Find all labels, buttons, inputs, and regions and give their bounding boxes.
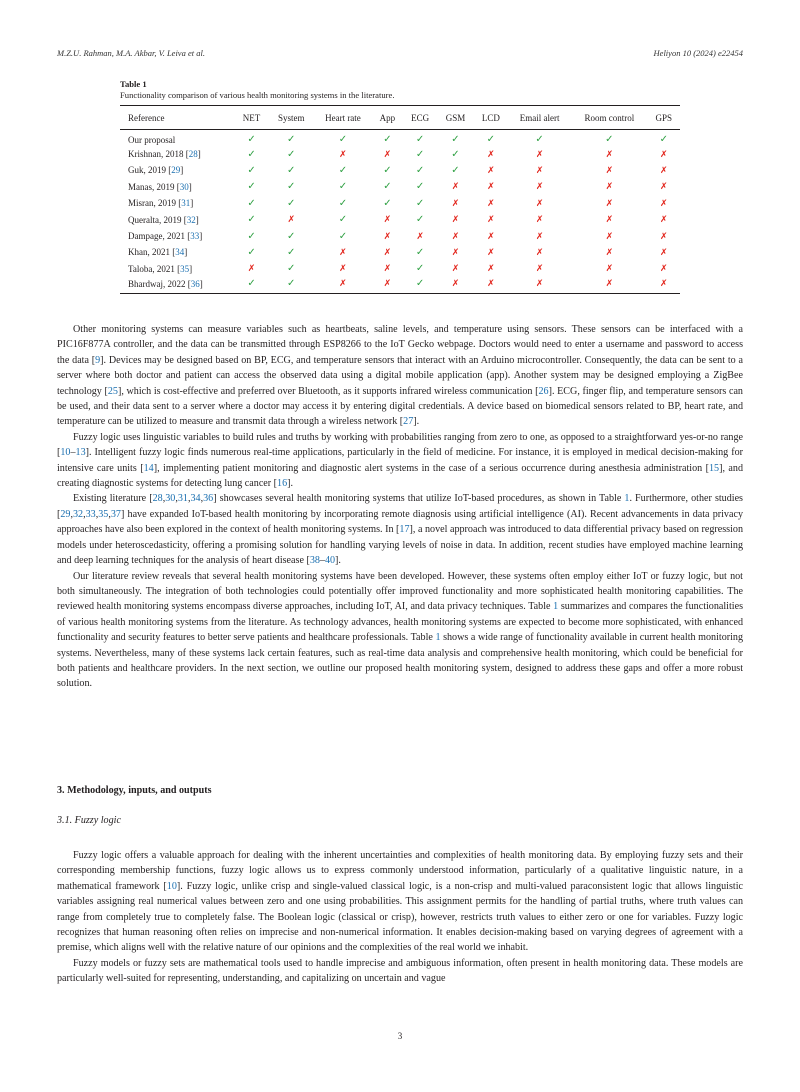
column-header: GPS xyxy=(655,112,673,123)
check-icon: ✓ xyxy=(287,164,296,176)
reference-name: Krishnan, 2018 xyxy=(128,149,184,160)
cross-icon: ✗ xyxy=(287,214,295,225)
table-label: Table 1 xyxy=(120,79,147,89)
citation-link[interactable]: 28 xyxy=(188,149,198,160)
check-icon: ✓ xyxy=(535,134,544,146)
citation-link[interactable]: 25 xyxy=(107,385,118,397)
table-row xyxy=(120,195,680,211)
cross-icon: ✗ xyxy=(659,181,668,192)
citation-link[interactable]: 27 xyxy=(403,416,414,428)
cross-icon: ✗ xyxy=(451,197,460,208)
citation-link[interactable]: 30 xyxy=(165,493,176,505)
check-icon: ✓ xyxy=(415,214,425,226)
cross-icon: ✗ xyxy=(535,214,544,225)
paragraph: Other monitoring systems can measure variables such as heartbeats, saline levels, and temperature using sensors. These sensors can be interfaced with a PIC16F877A controller, and the data can be transmitted through ESP8266 to the IoT Gecko webpage. Doctors would need to enter a username and password to access the data [9]. Devices may be designed based on BP, ECG, and temperature sensors that interact with an Arduino microcontroller. Consequently, the data can be sent to a server where both doctor and patient can access the observed data using a digital mobile application (app). Another system may be designed employing a ZigBee technology [25], which is cost-effective and preferred over Bluetooth, as it supports infrared wireless communication [26]. ECG, finger flip, and temperature sensors can be used, and their data sent to a server where a doctor may access it by entering digital credentials. A device based on biomedical sensors related to BP, heart rate, and temperature can be utilized to measure and transmit data through a wireless network [27]. xyxy=(57,324,743,428)
cross-icon: ✗ xyxy=(383,214,392,225)
citation-link[interactable]: 31 xyxy=(181,198,191,209)
comparison-table xyxy=(120,105,680,294)
check-icon: ✓ xyxy=(247,181,256,193)
check-icon: ✓ xyxy=(247,164,256,176)
reference-cell: Manas, 2019 [30] xyxy=(128,181,192,192)
citation-link[interactable]: 31 xyxy=(177,493,188,505)
cross-icon: ✗ xyxy=(535,164,544,175)
table-1 xyxy=(120,79,680,294)
check-icon: ✓ xyxy=(247,134,256,146)
citation-link[interactable]: 36 xyxy=(190,278,200,289)
table-row xyxy=(120,277,680,293)
cross-icon: ✗ xyxy=(487,164,495,175)
check-icon: ✓ xyxy=(338,181,348,193)
subsection-heading: 3.1. Fuzzy logic xyxy=(57,815,121,826)
column-header: Reference xyxy=(128,112,165,123)
reference-cell: Misran, 2019 [31] xyxy=(128,198,194,209)
check-icon: ✓ xyxy=(605,134,614,146)
cross-icon: ✗ xyxy=(487,263,495,274)
cross-icon: ✗ xyxy=(451,230,460,241)
check-icon: ✓ xyxy=(415,246,425,258)
citation-link[interactable]: 36 xyxy=(203,493,214,505)
reference-cell: Khan, 2021 [34] xyxy=(128,247,188,258)
paragraph: Existing literature [28,30,31,34,36] showcases several health monitoring systems that utilize IoT-based procedures, as shown in Table 1. Furthermore, other studies [29,32,33,35,37] have expanded IoT-based health monitoring by incorporating remote diagnosis using artificial intelligence (AI). Recent advancements in data privacy approaches have also been explored in the context of health monitoring systems. In [17], a novel approach was introduced to data differential privacy based on regression models under heteroscedasticity, offering a promising solution for handling varying levels of noise in data. In addition, recent studies have employed machine learning and deep learning techniques for the analysis of heart disease [38–40]. xyxy=(57,493,743,567)
citation-link[interactable]: 34 xyxy=(175,247,185,258)
column-header: NET xyxy=(242,112,261,123)
check-icon: ✓ xyxy=(415,181,425,193)
check-icon: ✓ xyxy=(659,134,668,146)
cross-icon: ✗ xyxy=(535,197,544,208)
citation-link[interactable]: 15 xyxy=(708,462,720,474)
reference-name: Khan, 2021 xyxy=(128,247,170,258)
table-body xyxy=(120,130,680,294)
cross-icon: ✗ xyxy=(383,246,392,257)
check-icon: ✓ xyxy=(287,278,296,290)
citation-link[interactable]: 14 xyxy=(143,462,154,474)
citation-link[interactable]: 26 xyxy=(538,385,549,397)
citation-link[interactable]: 17 xyxy=(399,524,410,536)
cross-icon: ✗ xyxy=(451,263,460,274)
table-row xyxy=(120,244,680,260)
table-row xyxy=(120,146,680,162)
check-icon: ✓ xyxy=(287,263,296,275)
cross-icon: ✗ xyxy=(605,230,614,241)
table-row xyxy=(120,261,680,277)
column-header: App xyxy=(379,112,396,123)
reference-cell: Bhardwaj, 2022 [36] xyxy=(128,278,203,289)
citation-link[interactable]: 10 xyxy=(166,880,177,892)
check-icon: ✓ xyxy=(338,134,348,146)
cross-icon: ✗ xyxy=(659,230,668,241)
citation-link[interactable]: 33 xyxy=(85,508,96,520)
check-icon: ✓ xyxy=(338,197,348,209)
check-icon: ✓ xyxy=(287,134,296,146)
column-header: Email alert xyxy=(519,112,560,123)
check-icon: ✓ xyxy=(247,246,256,258)
reference-cell: Krishnan, 2018 [28] xyxy=(128,149,201,160)
citation-link[interactable]: 37 xyxy=(110,508,121,520)
check-icon: ✓ xyxy=(451,134,460,146)
paragraph: Fuzzy models or fuzzy sets are mathematical tools used to handle imprecise and ambiguous information, often present in health monitoring data. These models are particularly well-suited for representing, understanding, and capitalizing on uncertain and vague xyxy=(57,957,743,985)
paragraph: Our literature review reveals that several health monitoring systems have been developed. However, these systems often employ either IoT or fuzzy logic, but not both simultaneously. The integration of both technologies could potentially offer improved functionality and more sophisticated health monitoring capabilities. The reviewed health monitoring systems encompass diverse approaches, including IoT, AI, and data privacy techniques. Table 1 summarizes and compares the functionalities of various health monitoring systems from the literature. As technology advances, health monitoring systems are expected to become more sophisticated, with enhanced functionality and security features to better serve patients and healthcare professionals. Table 1 shows a wide range of functionality available in current health monitoring systems. Nevertheless, many of these systems lack certain features, such as real-time data analysis and comprehensive health monitoring, which could be beneficial for both patients and healthcare providers. In the next section, we outline our proposed health monitoring system, designed to address these gaps and offer a more robust solution. xyxy=(57,570,744,690)
cross-icon: ✗ xyxy=(659,263,668,274)
check-icon: ✓ xyxy=(247,197,256,209)
cross-icon: ✗ xyxy=(487,278,495,289)
cross-icon: ✗ xyxy=(339,263,347,274)
cross-icon: ✗ xyxy=(487,246,495,257)
cross-icon: ✗ xyxy=(487,148,495,159)
running-header-journal: Heliyon 10 (2024) e22454 xyxy=(653,48,743,58)
cross-icon: ✗ xyxy=(416,230,424,241)
column-header: GSM xyxy=(445,112,466,123)
table-header-row xyxy=(120,106,680,130)
table-ref-link[interactable]: 1 xyxy=(624,493,630,505)
check-icon: ✓ xyxy=(383,164,392,176)
cross-icon: ✗ xyxy=(535,246,544,257)
citation-link[interactable]: 33 xyxy=(190,231,200,242)
table-ref-link[interactable]: 1 xyxy=(435,632,441,644)
intro-text xyxy=(57,322,743,692)
citation-link[interactable]: 29 xyxy=(171,165,181,176)
cross-icon: ✗ xyxy=(383,148,392,159)
cross-icon: ✗ xyxy=(659,164,668,175)
table-row xyxy=(120,211,680,227)
table-ref-link[interactable]: 1 xyxy=(553,601,559,613)
cross-icon: ✗ xyxy=(247,263,256,274)
citation-link[interactable]: 9 xyxy=(95,354,101,366)
reference-name: Taloba, 2021 xyxy=(128,263,175,274)
check-icon: ✓ xyxy=(451,148,460,160)
check-icon: ✓ xyxy=(247,230,256,242)
cross-icon: ✗ xyxy=(487,197,495,208)
table-row xyxy=(120,179,680,195)
cross-icon: ✗ xyxy=(605,164,614,175)
cross-icon: ✗ xyxy=(339,148,347,159)
cross-icon: ✗ xyxy=(383,278,392,289)
check-icon: ✓ xyxy=(287,148,296,160)
cross-icon: ✗ xyxy=(451,181,460,192)
column-header: ECG xyxy=(411,112,430,123)
citation-link[interactable]: 34 xyxy=(190,493,201,505)
reference-name: Queralta, 2019 xyxy=(128,214,182,225)
cross-icon: ✗ xyxy=(605,148,614,159)
cross-icon: ✗ xyxy=(535,278,544,289)
reference-cell: Taloba, 2021 [35] xyxy=(128,263,193,274)
cross-icon: ✗ xyxy=(605,278,614,289)
check-icon: ✓ xyxy=(383,197,392,209)
check-icon: ✓ xyxy=(338,214,348,226)
table-row xyxy=(120,130,680,146)
citation-link[interactable]: 13 xyxy=(75,447,86,459)
reference-cell: Guk, 2019 [29] xyxy=(128,165,184,176)
reference-name: Our proposal xyxy=(128,134,176,145)
citation-link[interactable]: 30 xyxy=(179,181,189,192)
citation-link[interactable]: 38 xyxy=(309,555,320,567)
check-icon: ✓ xyxy=(247,148,256,160)
citation-link[interactable]: 28 xyxy=(152,493,163,505)
cross-icon: ✗ xyxy=(605,246,614,257)
fuzzy-logic-text xyxy=(57,848,743,987)
citation-link[interactable]: 10 xyxy=(60,447,71,459)
cross-icon: ✗ xyxy=(659,278,668,289)
check-icon: ✓ xyxy=(383,134,392,146)
reference-name: Manas, 2019 xyxy=(128,181,175,192)
table-row xyxy=(120,162,680,178)
reference-name: Guk, 2019 xyxy=(128,165,166,176)
citation-link[interactable]: 32 xyxy=(73,508,84,520)
check-icon: ✓ xyxy=(451,164,460,176)
check-icon: ✓ xyxy=(287,181,296,193)
cross-icon: ✗ xyxy=(383,263,392,274)
table-row xyxy=(120,228,680,244)
cross-icon: ✗ xyxy=(451,214,460,225)
cross-icon: ✗ xyxy=(605,197,614,208)
cross-icon: ✗ xyxy=(487,214,495,225)
cross-icon: ✗ xyxy=(659,148,668,159)
reference-cell: Queralta, 2019 [32] xyxy=(128,214,199,225)
cross-icon: ✗ xyxy=(605,263,614,274)
cross-icon: ✗ xyxy=(451,246,460,257)
cross-icon: ✗ xyxy=(605,181,614,192)
check-icon: ✓ xyxy=(287,246,296,258)
running-header-authors: M.Z.U. Rahman, M.A. Akbar, V. Leiva et al. xyxy=(57,48,205,58)
column-header: Room control xyxy=(584,112,635,123)
paragraph: Fuzzy logic offers a valuable approach for dealing with the inherent uncertainties and complexities of health monitoring data. By employing fuzzy sets and their corresponding membership functions, fuzzy logic allows us to express commonly understood information, particularly of a qualitative linguistic nature, in a mathematical framework [10]. Fuzzy logic, unlike crisp and single-valued classical logic, is a non-crisp and multi-valued paraconsistent logic that allows linguistic variables assigning real numerical values between zero and one using probabilities. This assignment permits for the handling of partial truths, where truth values can range from completely true to completely false. The Boolean logic (classical or crisp), however, restricts truth values to either zero or one for variables. Fuzzy logic recognizes that human reasoning often relies on imprecise and non-numerical information. It enables decision-making based on varying degrees of agreement with a premise, which aligns well with the relative nature of our opinions and the complexities of the real world we inhabit. xyxy=(57,850,743,954)
reference-cell: Dampage, 2021 [33] xyxy=(128,231,203,242)
table-caption: Functionality comparison of various health monitoring systems in the literature. xyxy=(120,90,395,100)
cross-icon: ✗ xyxy=(535,230,544,241)
cross-icon: ✗ xyxy=(659,246,668,257)
paragraph: Fuzzy logic uses linguistic variables to build rules and truths by working with probabilities ranging from zero to one, as opposed to a straightforward yes-or-no range [10–13]. Intelligent fuzzy logic finds numerous real-time applications, particularly in the field of medicine. For instance, it is employed in medical decision-making for intensive care units [14], implementing patient monitoring and diagnostic alert systems in the case of a serious occurrence during anesthesia administration [15], and creating diagnostic systems for detecting lung cancer [16]. xyxy=(57,431,743,490)
cross-icon: ✗ xyxy=(535,263,544,274)
cross-icon: ✗ xyxy=(451,278,460,289)
citation-link[interactable]: 16 xyxy=(277,478,288,490)
reference-name: Misran, 2019 xyxy=(128,198,176,209)
check-icon: ✓ xyxy=(287,197,296,209)
check-icon: ✓ xyxy=(415,148,425,160)
cross-icon: ✗ xyxy=(383,230,392,241)
check-icon: ✓ xyxy=(247,278,256,290)
cross-icon: ✗ xyxy=(535,148,544,159)
cross-icon: ✗ xyxy=(659,214,668,225)
cross-icon: ✗ xyxy=(487,230,495,241)
cross-icon: ✗ xyxy=(605,214,614,225)
cross-icon: ✗ xyxy=(339,278,347,289)
check-icon: ✓ xyxy=(486,134,496,146)
cross-icon: ✗ xyxy=(659,197,668,208)
column-header: System xyxy=(277,112,305,123)
citation-link[interactable]: 35 xyxy=(180,263,190,274)
page-number: 3 xyxy=(397,1031,403,1041)
citation-link[interactable]: 29 xyxy=(60,508,71,520)
section-heading: 3. Methodology, inputs, and outputs xyxy=(57,785,212,796)
reference-name: Dampage, 2021 xyxy=(128,231,185,242)
cross-icon: ✗ xyxy=(535,181,544,192)
cross-icon: ✗ xyxy=(487,181,495,192)
check-icon: ✓ xyxy=(338,164,348,176)
reference-name: Bhardwaj, 2022 xyxy=(128,278,186,289)
column-header: Heart rate xyxy=(325,112,361,123)
check-icon: ✓ xyxy=(287,230,296,242)
check-icon: ✓ xyxy=(415,164,425,176)
check-icon: ✓ xyxy=(415,263,425,275)
check-icon: ✓ xyxy=(338,230,348,242)
reference-cell xyxy=(120,130,235,146)
column-header: LCD xyxy=(481,112,500,123)
check-icon: ✓ xyxy=(415,278,425,290)
cross-icon: ✗ xyxy=(339,246,347,257)
citation-link[interactable]: 35 xyxy=(98,508,109,520)
citation-link[interactable]: 32 xyxy=(186,214,196,225)
citation-link[interactable]: 40 xyxy=(324,555,336,567)
check-icon: ✓ xyxy=(415,197,425,209)
check-icon: ✓ xyxy=(247,214,256,226)
check-icon: ✓ xyxy=(383,181,392,193)
check-icon: ✓ xyxy=(415,134,425,146)
